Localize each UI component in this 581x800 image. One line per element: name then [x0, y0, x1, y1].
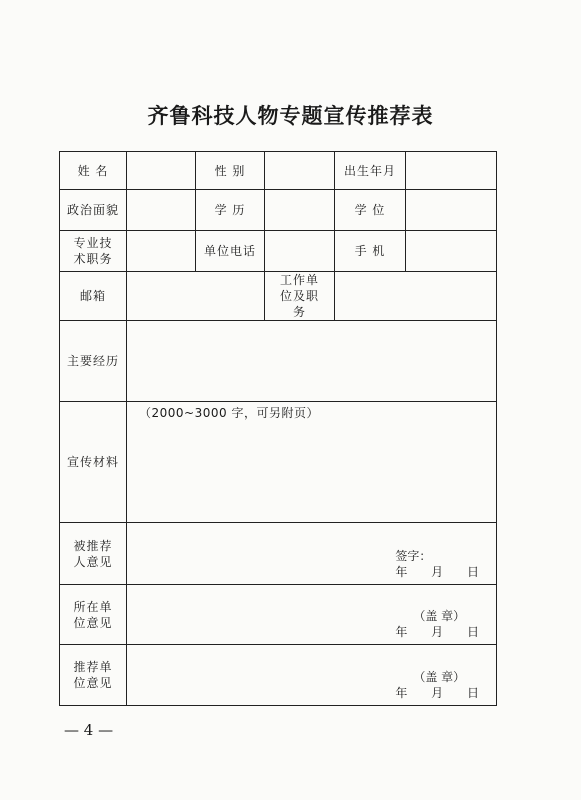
- nominee-signature-block: [395, 548, 480, 580]
- work-phone-field[interactable]: [265, 231, 335, 272]
- recommender-seal-block: [395, 669, 480, 701]
- recommender-opinion-field[interactable]: [127, 645, 497, 706]
- birth-label: 出生年月: [335, 152, 406, 190]
- degree-field[interactable]: [406, 190, 497, 231]
- degree-label: 学 位: [335, 190, 406, 231]
- birth-field[interactable]: [406, 152, 497, 190]
- unit-seal-block: [395, 608, 480, 640]
- experience-field[interactable]: [127, 321, 497, 402]
- work-phone-label: 单位电话: [196, 231, 265, 272]
- email-label: 邮箱: [60, 272, 127, 321]
- political-label: 政治面貌: [60, 190, 127, 231]
- nominee-label: 被推荐人意见: [60, 523, 127, 585]
- unit-seal-label: （盖 章）: [413, 609, 466, 623]
- title-label: 专业技术职务: [60, 231, 127, 272]
- unit-date: 年 月 日: [395, 625, 480, 639]
- nominee-sign-label: 签字：: [395, 549, 432, 563]
- mobile-field[interactable]: [406, 231, 497, 272]
- page-number: — 4 —: [64, 721, 114, 739]
- political-field[interactable]: [127, 190, 196, 231]
- title-field[interactable]: [127, 231, 196, 272]
- recommendation-form: [59, 151, 497, 706]
- email-field[interactable]: [127, 272, 265, 321]
- experience-label: 主要经历: [60, 321, 127, 402]
- publicity-field[interactable]: [127, 402, 497, 523]
- education-field[interactable]: [265, 190, 335, 231]
- nominee-opinion-field[interactable]: [127, 523, 497, 585]
- mobile-label: 手 机: [335, 231, 406, 272]
- recommender-date: 年 月 日: [395, 686, 480, 700]
- recommender-seal-label: （盖 章）: [413, 670, 466, 684]
- workplace-field[interactable]: [335, 272, 497, 321]
- recommender-label: 推荐单位意见: [60, 645, 127, 706]
- unit-opinion-field[interactable]: [127, 585, 497, 645]
- form-title: 齐鲁科技人物专题宣传推荐表: [147, 103, 434, 128]
- education-label: 学 历: [196, 190, 265, 231]
- workplace-label: 工作单位及职务: [265, 272, 335, 321]
- name-label: 姓 名: [60, 152, 127, 190]
- name-field[interactable]: [127, 152, 196, 190]
- unit-label: 所在单位意见: [60, 585, 127, 645]
- publicity-note: （2000~3000 字，可另附页）: [139, 406, 319, 420]
- nominee-date: 年 月 日: [395, 565, 480, 579]
- publicity-label: 宣传材料: [60, 402, 127, 523]
- gender-field[interactable]: [265, 152, 335, 190]
- gender-label: 性 别: [196, 152, 265, 190]
